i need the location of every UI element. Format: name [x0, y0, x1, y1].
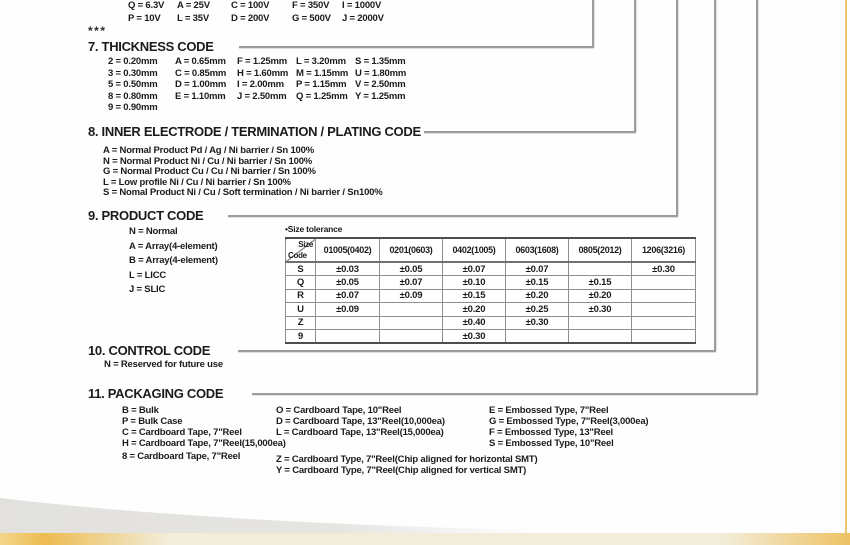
packaging-code-item: 8 = Cardboard Tape, 7"Reel — [122, 451, 241, 462]
thickness-code-item: J = 2.50mm — [237, 90, 287, 102]
footer-accent-right — [720, 533, 850, 545]
voltage-code-item: A = 25V — [177, 0, 210, 11]
section-9-heading: 9. PRODUCT CODE — [88, 208, 204, 223]
section-11-riser-line — [756, 0, 758, 394]
page-footer-band — [0, 533, 850, 545]
tolerance-value-cell: ±0.07 — [506, 262, 569, 276]
control-code-item: N = Reserved for future use — [104, 359, 223, 370]
tolerance-row — [286, 262, 696, 276]
section-10-riser-line — [714, 0, 716, 351]
section-10-pointer-line — [238, 350, 716, 352]
tolerance-row — [286, 289, 696, 302]
section-8-riser-line — [634, 0, 636, 132]
voltage-code-item: I = 1000V — [342, 0, 382, 11]
thickness-code-item: Q = 1.25mm — [296, 90, 348, 102]
voltage-code-item: P = 10V — [128, 13, 161, 24]
table-header-row — [286, 238, 696, 262]
packaging-code-item: F = Embossed Type, 13"Reel — [489, 427, 613, 438]
packaging-code-item: C = Cardboard Tape, 7"Reel — [122, 427, 242, 438]
tolerance-code-cell: Z — [286, 316, 316, 329]
tolerance-value-cell: ±0.07 — [316, 289, 380, 302]
packaging-code-item: Z = Cardboard Type, 7"Reel(Chip aligned for horizontal SMT) — [276, 454, 538, 465]
footer-swoosh-graphic — [0, 490, 850, 533]
tolerance-row — [286, 316, 696, 329]
size-tolerance-table — [285, 237, 696, 344]
tolerance-value-cell: ±0.10 — [443, 276, 506, 289]
voltage-code-item: J = 2000V — [342, 13, 384, 24]
tolerance-value-cell: ±0.09 — [380, 289, 443, 302]
product-code-item: A = Array(4-element) — [129, 240, 218, 252]
thickness-code-item: E = 1.10mm — [175, 90, 226, 102]
thickness-code-item: Y = 1.25mm — [355, 90, 406, 102]
tolerance-value-cell — [632, 303, 696, 316]
packaging-code-item: S = Embossed Type, 10"Reel — [489, 438, 614, 449]
packaging-code-item: E = Embossed Type, 7"Reel — [489, 405, 609, 416]
thickness-code-item: 3 = 0.30mm — [108, 67, 158, 79]
tolerance-value-cell — [632, 289, 696, 302]
size-column-header: 01005(0402) — [316, 238, 380, 262]
tolerance-value-cell: ±0.07 — [380, 276, 443, 289]
tolerance-value-cell: ±0.07 — [443, 262, 506, 276]
plating-code-item: S = Nomal Product Ni / Cu / Soft termination / Ni barrier / Sn100% — [103, 187, 383, 199]
section-8-pointer-line — [424, 131, 636, 133]
size-column-header: 1206(3216) — [632, 238, 696, 262]
tolerance-value-cell: ±0.05 — [380, 262, 443, 276]
size-column-header: 0603(1608) — [506, 238, 569, 262]
thickness-code-item: C = 0.85mm — [175, 67, 227, 79]
thickness-code-item: P = 1.15mm — [296, 79, 347, 91]
packaging-code-item: L = Cardboard Tape, 13"Reel(15,000ea) — [276, 427, 444, 438]
tolerance-code-cell: S — [286, 262, 316, 276]
tolerance-value-cell: ±0.40 — [443, 316, 506, 329]
section-7-riser-line — [592, 0, 594, 47]
tolerance-value-cell: ±0.20 — [569, 289, 632, 302]
packaging-code-item: G = Embossed Type, 7"Reel(3,000ea) — [489, 416, 649, 427]
thickness-code-item: M = 1.15mm — [296, 67, 349, 79]
size-column-header: 0201(0603) — [380, 238, 443, 262]
tolerance-value-cell: ±0.30 — [632, 262, 696, 276]
thickness-code-item: V = 2.50mm — [355, 79, 406, 91]
size-column-header: 0805(2012) — [569, 238, 632, 262]
thickness-code-item: A = 0.65mm — [175, 56, 226, 67]
tolerance-value-cell: ±0.03 — [316, 262, 380, 276]
packaging-code-item: O = Cardboard Tape, 10"Reel — [276, 405, 402, 416]
section-11-pointer-line — [252, 393, 758, 395]
tolerance-value-cell — [506, 329, 569, 343]
thickness-code-item: 5 = 0.50mm — [108, 79, 158, 91]
section-7-pointer-line — [239, 46, 594, 48]
packaging-code-item: Y = Cardboard Type, 7"Reel(Chip aligned for vertical SMT) — [276, 465, 527, 476]
packaging-code-item: H = Cardboard Tape, 7"Reel(15,000ea) — [122, 438, 286, 449]
voltage-code-item: G = 500V — [292, 13, 331, 24]
product-code-item: N = Normal — [129, 226, 178, 237]
tolerance-value-cell: ±0.09 — [316, 303, 380, 316]
tolerance-value-cell: ±0.30 — [443, 329, 506, 343]
tolerance-value-cell — [632, 316, 696, 329]
tolerance-value-cell — [380, 303, 443, 316]
tolerance-value-cell — [569, 262, 632, 276]
thickness-code-item: S = 1.35mm — [355, 56, 406, 67]
tolerance-value-cell: ±0.25 — [506, 303, 569, 316]
tolerance-code-cell: R — [286, 289, 316, 302]
voltage-code-item: F = 350V — [292, 0, 330, 11]
tolerance-value-cell: ±0.20 — [443, 303, 506, 316]
product-code-item: L = LICC — [129, 269, 167, 281]
size-code-corner-cell — [286, 238, 316, 262]
tolerance-value-cell — [316, 329, 380, 343]
thickness-code-item: I = 2.00mm — [237, 79, 284, 91]
tolerance-row — [286, 276, 696, 289]
plating-code-item: A = Normal Product Pd / Ag / Ni barrier / Sn 100% — [103, 145, 314, 156]
tolerance-value-cell: ±0.30 — [569, 303, 632, 316]
section-9-pointer-line — [228, 215, 678, 217]
voltage-code-item: L = 35V — [177, 13, 209, 24]
voltage-code-item: Q = 6.3V — [128, 0, 165, 11]
section-9-riser-line — [676, 0, 678, 216]
tolerance-value-cell: ±0.30 — [506, 316, 569, 329]
plating-code-item: G = Normal Product Cu / Cu / Ni barrier / Sn 100% — [103, 166, 316, 178]
tolerance-value-cell — [569, 329, 632, 343]
corner-code-label: Code — [288, 251, 307, 260]
section-10-heading: 10. CONTROL CODE — [88, 343, 211, 358]
size-tolerance-label: •Size tolerance — [285, 224, 343, 234]
tolerance-value-cell — [569, 316, 632, 329]
packaging-code-item: D = Cardboard Tape, 13"Reel(10,000ea) — [276, 416, 445, 427]
plating-code-item: L = Low profile Ni / Cu / Ni barrier / Sn 100% — [103, 176, 291, 188]
corner-size-label: Size — [298, 240, 313, 249]
product-code-item: B = Array(4-element) — [129, 255, 218, 266]
section-11-heading: 11. PACKAGING CODE — [88, 386, 224, 401]
thickness-code-item: D = 1.00mm — [175, 79, 227, 91]
tolerance-value-cell — [632, 276, 696, 289]
section-7-heading: 7. THICKNESS CODE — [88, 39, 214, 54]
tolerance-value-cell — [380, 316, 443, 329]
thickness-code-item: 2 = 0.20mm — [108, 56, 158, 67]
tolerance-value-cell: ±0.15 — [443, 289, 506, 302]
footer-accent-left — [0, 533, 170, 545]
tolerance-value-cell — [316, 316, 380, 329]
tolerance-code-cell: Q — [286, 276, 316, 289]
thickness-code-item: 9 = 0.90mm — [108, 102, 158, 114]
size-column-header: 0402(1005) — [443, 238, 506, 262]
thickness-code-item: H = 1.60mm — [237, 67, 289, 79]
footnote-stars: *** — [88, 24, 107, 38]
tolerance-code-cell: U — [286, 303, 316, 316]
thickness-code-item: F = 1.25mm — [237, 56, 288, 67]
tolerance-value-cell: ±0.05 — [316, 276, 380, 289]
size-tolerance-table-container — [285, 237, 696, 344]
packaging-code-item: P = Bulk Case — [122, 416, 183, 427]
tolerance-value-cell: ±0.15 — [569, 276, 632, 289]
section-8-heading: 8. INNER ELECTRODE / TERMINATION / PLATING CODE — [88, 124, 421, 139]
voltage-code-item: C = 100V — [231, 0, 270, 11]
tolerance-row — [286, 303, 696, 316]
tolerance-value-cell — [632, 329, 696, 343]
tolerance-value-cell — [380, 329, 443, 343]
tolerance-code-cell: 9 — [286, 329, 316, 343]
packaging-code-item: B = Bulk — [122, 405, 159, 416]
tolerance-value-cell: ±0.15 — [506, 276, 569, 289]
page-edge-gold-line — [845, 0, 847, 545]
thickness-code-item: 8 = 0.80mm — [108, 90, 158, 102]
tolerance-value-cell: ±0.20 — [506, 289, 569, 302]
product-code-item: J = SLIC — [129, 284, 166, 295]
thickness-code-item: U = 1.80mm — [355, 67, 407, 79]
voltage-code-item: D = 200V — [231, 13, 270, 24]
plating-code-item: N = Normal Product Ni / Cu / Ni barrier / Sn 100% — [103, 155, 313, 167]
tolerance-row — [286, 329, 696, 343]
thickness-code-item: L = 3.20mm — [296, 56, 346, 67]
